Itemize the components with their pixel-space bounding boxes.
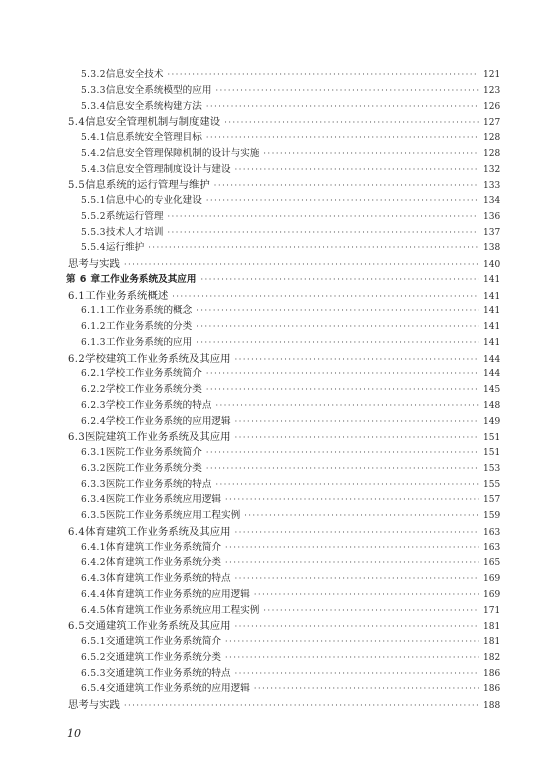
toc-section-entry[interactable]	[68, 288, 501, 304]
toc-entry-title: 医院工作业务系统分类	[105, 462, 202, 474]
toc-entry-page: 151	[483, 433, 501, 444]
toc-entry-title: 医院工作业务系统应用工程实例	[105, 510, 241, 521]
toc-subsection-entry[interactable]	[81, 571, 501, 587]
toc-entry-page: 144	[483, 369, 501, 380]
toc-entry-number: 6.5.4	[81, 684, 106, 695]
toc-subsection-entry[interactable]	[81, 477, 501, 493]
toc-entry-title: 体育建筑工作业务系统的应用逻辑	[105, 588, 250, 600]
toc-entry-number: 6.2.2	[81, 385, 106, 395]
toc-entry-title: 体育建筑工作业务系统简介	[105, 541, 222, 553]
toc-entry-page: 157	[483, 495, 501, 506]
dot-leader	[196, 335, 479, 351]
toc-entry-page: 151	[483, 448, 501, 458]
toc-entry-number: 5.4.2	[81, 148, 106, 159]
toc-entry-title: 工作业务系统及其应用	[100, 273, 197, 285]
toc-entry-number: 6.1.1	[81, 306, 106, 317]
toc-entry-page: 128	[483, 133, 501, 143]
dot-leader	[225, 650, 479, 666]
toc-entry-title: 系统运行管理	[105, 210, 164, 222]
toc-subsection-entry[interactable]	[81, 366, 501, 382]
toc-entry-page: 126	[483, 101, 501, 112]
toc-entry-page: 159	[483, 511, 501, 521]
toc-entry-number: 6.3.4	[81, 495, 106, 506]
toc-subsection-entry[interactable]	[81, 382, 501, 398]
toc-subsection-entry[interactable]	[81, 555, 501, 571]
toc-entry-number: 5.3.3	[81, 85, 106, 96]
toc-subsection-entry[interactable]	[81, 240, 501, 256]
toc-entry-page: 138	[483, 243, 501, 254]
toc-entry-title: 交通建筑工作业务系统的特点	[105, 667, 231, 679]
toc-entry-title: 思考与实践	[68, 699, 120, 711]
toc-entry-page: 141	[483, 322, 501, 332]
toc-entry-title: 体育建筑工作业务系统及其应用	[85, 525, 231, 538]
toc-entry-number: 5.3.4	[81, 101, 106, 112]
dot-leader	[206, 193, 479, 209]
dot-leader	[196, 319, 479, 335]
toc-entry-page: 145	[483, 385, 501, 395]
toc-entry-number: 6.5.1	[81, 637, 106, 647]
toc-section-entry[interactable]	[68, 429, 501, 445]
dot-leader	[263, 146, 479, 162]
toc-entry-title: 医院工作业务系统简介	[105, 447, 202, 458]
toc-entry-title: 工作业务系统的应用	[105, 336, 193, 348]
toc-entry-page: 182	[483, 652, 501, 663]
dot-leader	[244, 508, 479, 524]
dot-leader	[206, 382, 479, 398]
toc-entry-title: 思考与实践	[68, 258, 120, 270]
toc-entry-page: 140	[483, 260, 501, 270]
toc-entry-title: 运行维护	[105, 242, 145, 254]
dot-leader	[225, 634, 479, 650]
toc-entry-page: 141	[483, 274, 501, 285]
toc-entry-page: 181	[483, 637, 501, 647]
toc-subsection-entry[interactable]	[81, 209, 501, 225]
toc-entry-title: 信息系统安全管理目标	[105, 132, 202, 143]
dot-leader	[235, 571, 479, 587]
toc-entry-number: 6.4.2	[81, 558, 106, 569]
toc-entry-page: 148	[483, 400, 501, 411]
toc-entry-number: 5.3.2	[81, 70, 106, 80]
toc-section-entry[interactable]	[68, 351, 501, 367]
toc-subsection-entry[interactable]	[81, 414, 501, 430]
toc-entry-page: 188	[483, 701, 501, 711]
toc-subsection-entry[interactable]	[81, 681, 501, 697]
toc-entry-page: 121	[483, 70, 501, 80]
toc-entry-title: 学校工作业务系统分类	[105, 384, 202, 395]
dot-leader	[172, 289, 479, 305]
toc-subsection-entry[interactable]	[81, 162, 501, 178]
toc-section-entry[interactable]	[68, 524, 501, 540]
toc-entry-number: 6.4.1	[81, 542, 106, 553]
toc-entry-page: 163	[483, 542, 501, 553]
toc-entry-number: 5.4.1	[81, 133, 106, 143]
toc-entry-page: 127	[483, 118, 501, 129]
toc-entry-title: 信息系统的运行管理与维护	[85, 179, 210, 192]
toc-entry-number: 5.5.3	[81, 227, 106, 238]
dot-leader	[206, 99, 479, 115]
dot-leader	[254, 681, 479, 697]
toc-entry-number: 5.5	[68, 180, 86, 192]
toc-entry-title: 学校工作业务系统的应用逻辑	[105, 415, 231, 427]
toc-subsection-entry[interactable]	[81, 67, 501, 83]
toc-entry-title: 信息安全技术	[105, 69, 164, 80]
toc-entry-title: 学校建筑工作业务系统及其应用	[85, 352, 231, 365]
toc-entry-number: 6.3	[68, 432, 86, 444]
toc-entry-title: 交通建筑工作业务系统简介	[105, 636, 222, 647]
toc-subsection-entry[interactable]	[81, 666, 501, 682]
toc-entry-number: 6.3.3	[81, 479, 106, 490]
toc-entry-title: 工作业务系统概述	[85, 289, 169, 302]
toc-entry-page: 186	[483, 668, 501, 679]
toc-entry-page: 133	[483, 181, 501, 192]
toc-entry-page: 165	[483, 558, 501, 569]
dot-leader	[263, 603, 479, 619]
dot-leader	[224, 115, 479, 131]
toc-subsection-entry[interactable]	[81, 508, 501, 524]
dot-leader	[167, 209, 479, 225]
toc-entry-page: 132	[483, 164, 501, 175]
dot-leader	[225, 540, 479, 556]
toc-entry-page: 171	[483, 605, 501, 616]
toc-subsection-entry[interactable]	[81, 492, 501, 508]
toc-entry-title: 体育建筑工作业务系统的特点	[105, 573, 231, 584]
dot-leader	[225, 492, 479, 508]
toc-subsection-entry[interactable]	[81, 445, 501, 461]
toc-entry-page: 141	[483, 306, 501, 317]
toc-entry-title: 医院工作业务系统应用逻辑	[105, 494, 222, 506]
toc-entry-title: 信息中心的专业化建设	[105, 195, 202, 206]
dot-leader	[235, 619, 479, 635]
toc-entry-number: 第 6 章	[66, 273, 101, 285]
toc-subsection-entry[interactable]	[81, 335, 501, 351]
dot-leader	[235, 525, 479, 541]
toc-entry-title: 信息安全管理机制与制度建设	[85, 116, 221, 129]
toc-plain-entry[interactable]	[68, 697, 501, 713]
dot-leader	[167, 67, 479, 83]
toc-entry-number: 6.4.4	[81, 589, 106, 600]
toc-entry-title: 交通建筑工作业务系统及其应用	[85, 620, 231, 633]
toc-entry-page: 144	[483, 354, 501, 365]
dot-leader	[206, 445, 479, 461]
dot-leader	[124, 698, 479, 714]
toc-entry-page: 137	[483, 227, 501, 238]
toc-entry-title: 医院工作业务系统的特点	[105, 478, 212, 490]
toc-entry-page: 134	[483, 196, 501, 206]
toc-entry-title: 交通建筑工作业务系统分类	[105, 651, 222, 663]
toc-entry-page: 128	[483, 148, 501, 159]
toc-entry-page: 149	[483, 416, 501, 427]
toc-entry-page: 136	[483, 211, 501, 222]
dot-leader	[254, 587, 479, 603]
toc-entry-number: 6.5.2	[81, 652, 106, 663]
toc-entry-title: 体育建筑工作业务系统分类	[105, 557, 222, 569]
toc-subsection-entry[interactable]	[81, 225, 501, 241]
toc-entry-page: 181	[483, 622, 501, 633]
dot-leader	[206, 366, 479, 382]
dot-leader	[167, 225, 479, 241]
toc-entry-title: 工作业务系统的概念	[105, 305, 193, 317]
toc-entry-number: 6.1.3	[81, 337, 106, 348]
toc-entry-number: 5.4	[68, 117, 86, 129]
toc-subsection-entry[interactable]	[81, 603, 501, 619]
toc-entry-number: 6.1	[68, 290, 86, 302]
toc-entry-number: 5.5.1	[81, 196, 106, 206]
toc-entry-number: 6.4.3	[81, 574, 106, 584]
toc-entry-page: 169	[483, 574, 501, 584]
toc-entry-title: 体育建筑工作业务系统应用工程实例	[105, 604, 260, 616]
toc-entry-number: 6.2.1	[81, 369, 106, 380]
dot-leader	[235, 162, 479, 178]
toc-entry-number: 6.2	[68, 353, 86, 365]
toc-subsection-entry[interactable]	[81, 99, 501, 115]
toc-subsection-entry[interactable]	[81, 398, 501, 414]
dot-leader	[235, 430, 479, 446]
dot-leader	[206, 461, 479, 477]
dot-leader	[124, 257, 479, 273]
toc-entry-page: 186	[483, 684, 501, 695]
dot-leader	[225, 555, 479, 571]
toc-section-entry[interactable]	[68, 618, 501, 634]
toc-entry-title: 信息安全管理保障机制的设计与实施	[105, 147, 260, 159]
toc-entry-title: 技术人才培训	[105, 226, 164, 238]
toc-entry-number: 6.3.2	[81, 463, 106, 474]
toc-subsection-entry[interactable]	[81, 587, 501, 603]
toc-subsection-entry[interactable]	[81, 303, 501, 319]
toc-entry-title: 医院建筑工作业务系统及其应用	[85, 431, 231, 444]
toc-subsection-entry[interactable]	[81, 319, 501, 335]
toc-plain-entry[interactable]	[68, 256, 501, 272]
toc-subsection-entry[interactable]	[81, 146, 501, 162]
dot-leader	[196, 303, 479, 319]
toc-section-entry[interactable]	[68, 114, 501, 130]
dot-leader	[215, 398, 479, 414]
page-number: 10	[67, 727, 81, 740]
dot-leader	[214, 178, 479, 194]
dot-leader	[200, 272, 479, 288]
dot-leader	[235, 352, 479, 368]
toc-entry-title: 学校工作业务系统简介	[105, 368, 202, 380]
dot-leader	[215, 83, 479, 99]
toc-entry-number: 6.2.4	[81, 416, 106, 427]
toc-entry-page: 153	[483, 463, 501, 474]
toc-entry-page: 141	[483, 291, 501, 302]
toc-entry-title: 信息安全系统模型的应用	[105, 84, 212, 96]
toc-entry-page: 141	[483, 337, 501, 348]
dot-leader	[206, 130, 479, 146]
toc-entry-page: 155	[483, 479, 501, 490]
toc-entry-page: 163	[483, 527, 501, 538]
toc-entry-title: 交通建筑工作业务系统的应用逻辑	[105, 683, 250, 695]
dot-leader	[148, 240, 479, 256]
toc-subsection-entry[interactable]	[81, 130, 501, 146]
toc-entry-page: 169	[483, 589, 501, 600]
toc-subsection-entry[interactable]	[81, 83, 501, 99]
toc-entry-number: 6.4	[68, 526, 86, 538]
toc-entry-number: 6.5	[68, 621, 86, 633]
toc-section-entry[interactable]	[68, 177, 501, 193]
dot-leader	[235, 666, 479, 682]
dot-leader	[235, 414, 479, 430]
toc-entry-number: 6.1.2	[81, 322, 106, 332]
toc-entry-title: 学校工作业务系统的特点	[105, 399, 212, 411]
toc-entry-number: 5.4.3	[81, 164, 106, 175]
toc-entry-number: 6.5.3	[81, 668, 106, 679]
toc-subsection-entry[interactable]	[81, 634, 501, 650]
toc-entry-title: 信息安全管理制度设计与建设	[105, 163, 231, 175]
toc-entry-number: 6.3.5	[81, 511, 106, 521]
toc-entry-number: 6.2.3	[81, 400, 106, 411]
toc-entry-number: 5.5.2	[81, 211, 106, 222]
dot-leader	[215, 477, 479, 493]
toc-entry-number: 6.4.5	[81, 605, 106, 616]
toc-entry-title: 工作业务系统的分类	[105, 321, 193, 332]
toc-subsection-entry[interactable]	[81, 540, 501, 556]
toc-subsection-entry[interactable]	[81, 650, 501, 666]
toc-entry-number: 6.3.1	[81, 448, 106, 458]
toc-chapter-entry[interactable]	[66, 272, 501, 288]
toc-entry-page: 123	[483, 85, 501, 96]
toc-subsection-entry[interactable]	[81, 193, 501, 209]
toc-entry-title: 信息安全系统构建方法	[105, 100, 202, 112]
toc-entry-number: 5.5.4	[81, 243, 106, 254]
toc-subsection-entry[interactable]	[81, 461, 501, 477]
